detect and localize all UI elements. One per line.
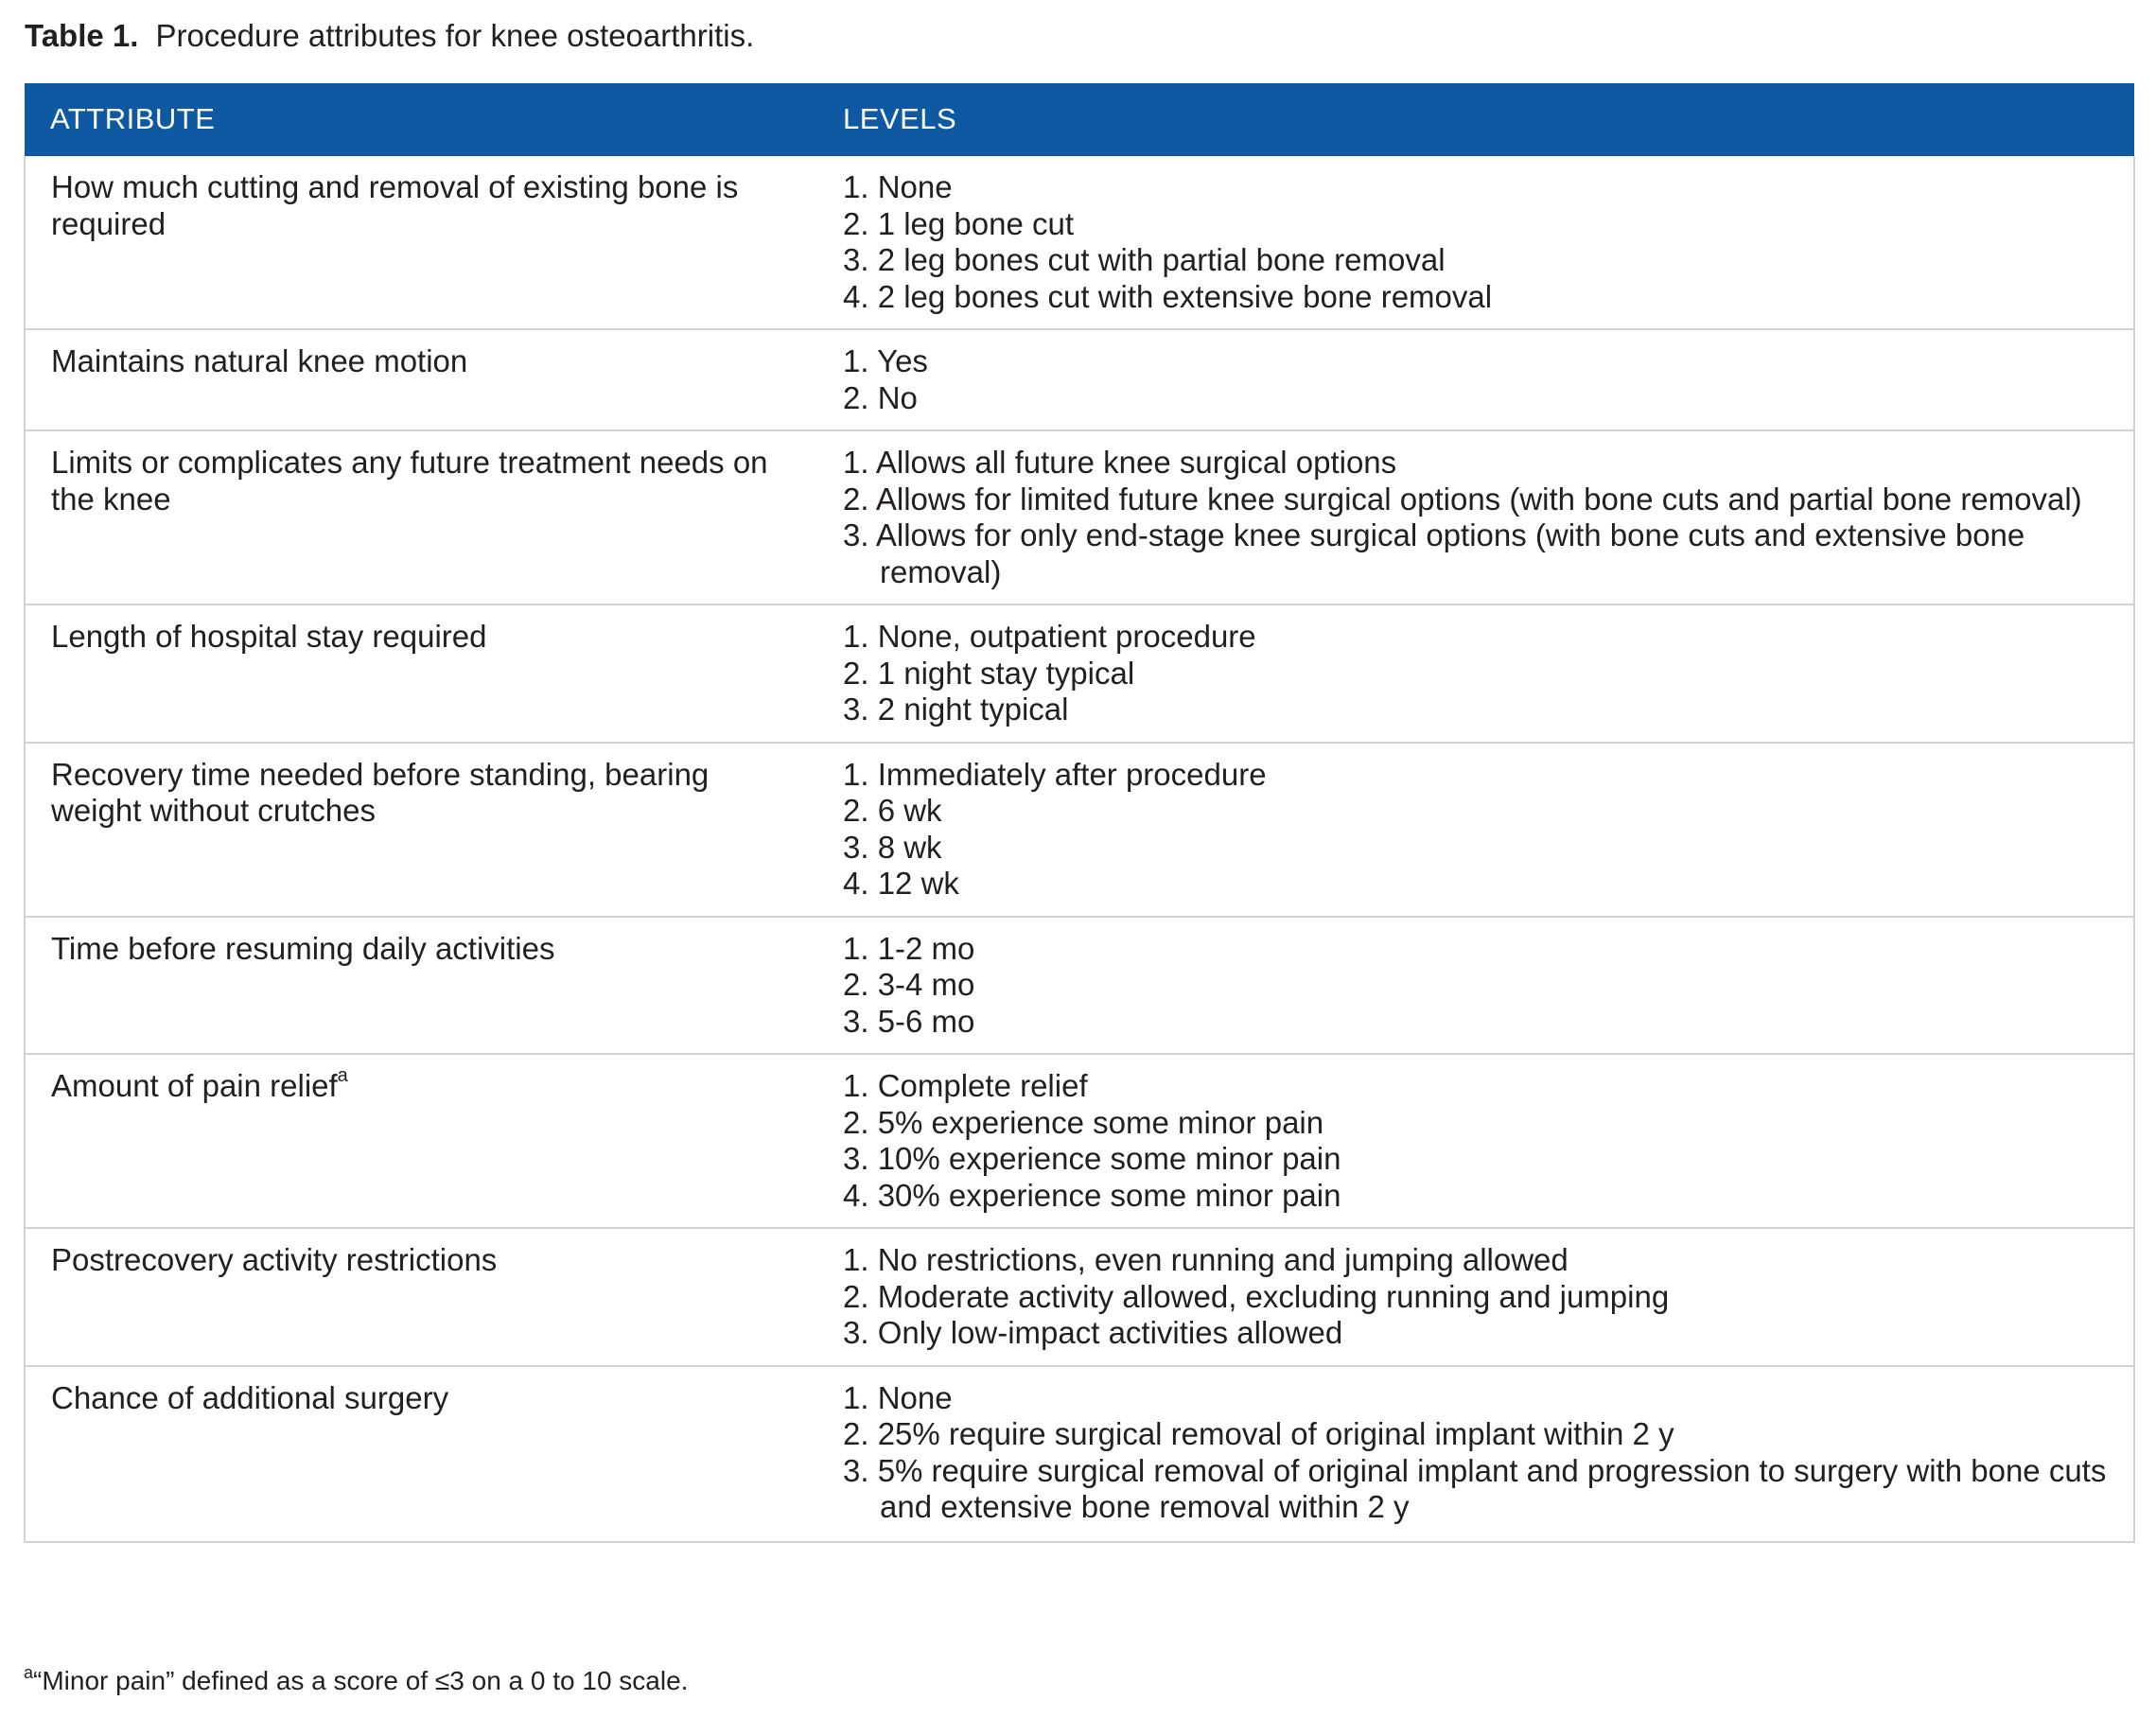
table-row — [25, 156, 2134, 329]
table-caption — [25, 17, 754, 55]
attribute-text: Limits or complicates any future treatment needs on the knee — [51, 445, 768, 517]
levels-list — [843, 445, 2124, 590]
attribute-text: How much cutting and removal of existing bone is required — [51, 169, 739, 241]
table-header-row — [25, 83, 2134, 156]
attribute-text: Recovery time needed before standing, bearing weight without crutches — [51, 756, 710, 828]
level-item: 1. Allows all future knee surgical options — [843, 445, 1397, 480]
levels-cell — [816, 430, 2134, 605]
levels-list — [843, 757, 2124, 903]
attribute-cell — [25, 1366, 816, 1542]
level-item: 4. 30% experience some minor pain — [843, 1177, 1341, 1213]
level-item: 3. Only low-impact activities allowed — [843, 1315, 1343, 1350]
attribute-text: Amount of pain relief — [51, 1068, 338, 1103]
table-row — [25, 430, 2134, 605]
levels-cell — [816, 1366, 2134, 1542]
level-item: 1. Immediately after procedure — [843, 756, 1267, 792]
level-item: 2. Allows for limited future knee surgical options (with bone cuts and partial bone removal) — [843, 481, 2082, 517]
levels-list — [843, 1380, 2124, 1526]
level-item: 2. 3-4 mo — [843, 967, 975, 1002]
level-item: 2. 25% require surgical removal of original implant within 2 y — [843, 1416, 1674, 1451]
levels-cell — [816, 1228, 2134, 1366]
attribute-cell — [25, 743, 816, 917]
header-levels: LEVELS — [816, 83, 2134, 156]
header-attribute: ATTRIBUTE — [25, 83, 816, 156]
level-item: 2. 5% experience some minor pain — [843, 1104, 1324, 1140]
attribute-cell — [25, 156, 816, 329]
attribute-cell — [25, 1054, 816, 1228]
attributes-table-container — [24, 83, 2133, 1543]
level-item: 3. 2 leg bones cut with partial bone removal — [843, 242, 1446, 277]
level-item: 1. None — [843, 1379, 953, 1415]
table-footnote — [24, 1662, 689, 1697]
attribute-text: Length of hospital stay required — [51, 619, 487, 654]
level-item: 1. None — [843, 169, 953, 204]
level-item: 2. Moderate activity allowed, excluding running and jumping — [843, 1278, 1670, 1314]
table-caption-text: Procedure attributes for knee osteoarthritis. — [155, 18, 755, 53]
level-item: 3. 8 wk — [843, 829, 942, 865]
attribute-text: Time before resuming daily activities — [51, 930, 555, 966]
levels-cell — [816, 605, 2134, 743]
table-row — [25, 1228, 2134, 1366]
attribute-cell — [25, 917, 816, 1055]
level-item: 3. 5-6 mo — [843, 1003, 975, 1039]
level-item: 2. No — [843, 379, 918, 415]
level-item: 3. 10% experience some minor pain — [843, 1141, 1341, 1176]
level-item: 3. 2 night typical — [843, 692, 1069, 727]
levels-list — [843, 169, 2124, 315]
level-item: 1. Yes — [843, 343, 928, 378]
attribute-text: Postrecovery activity restrictions — [51, 1242, 498, 1277]
level-item: 3. 5% require surgical removal of original implant and progression to surgery with bone cuts and extensive bone removal within 2 y — [843, 1452, 2107, 1524]
levels-list — [843, 619, 2124, 728]
attribute-cell — [25, 329, 816, 430]
level-item: 4. 2 leg bones cut with extensive bone removal — [843, 278, 1493, 314]
levels-cell — [816, 743, 2134, 917]
table-row — [25, 605, 2134, 743]
level-item: 1. None, outpatient procedure — [843, 619, 1256, 654]
levels-list — [843, 1242, 2124, 1352]
levels-list — [843, 931, 2124, 1041]
levels-list — [843, 1068, 2124, 1214]
footnote-ref: a — [337, 1065, 348, 1086]
table-caption-label: Table 1. — [25, 18, 139, 53]
table-body — [25, 156, 2134, 1542]
attribute-cell — [25, 430, 816, 605]
footnote-marker: a — [24, 1662, 34, 1682]
attribute-cell — [25, 1228, 816, 1366]
level-item: 3. Allows for only end-stage knee surgical options (with bone cuts and extensive bone removal) — [843, 517, 2025, 589]
table-row — [25, 1366, 2134, 1542]
levels-cell — [816, 917, 2134, 1055]
attribute-text: Maintains natural knee motion — [51, 343, 468, 378]
attribute-text: Chance of additional surgery — [51, 1379, 449, 1415]
level-item: 2. 1 leg bone cut — [843, 205, 1075, 241]
attribute-cell — [25, 605, 816, 743]
levels-list — [843, 343, 2124, 416]
level-item: 4. 12 wk — [843, 866, 959, 901]
table-row — [25, 1054, 2134, 1228]
levels-cell — [816, 156, 2134, 329]
levels-cell — [816, 1054, 2134, 1228]
level-item: 2. 1 night stay typical — [843, 655, 1135, 691]
table-row — [25, 743, 2134, 917]
footnote-text: “Minor pain” defined as a score of ≤3 on a 0 to 10 scale. — [33, 1666, 689, 1695]
level-item: 1. No restrictions, even running and jumping allowed — [843, 1242, 1569, 1277]
level-item: 1. 1-2 mo — [843, 930, 975, 966]
level-item: 1. Complete relief — [843, 1068, 1088, 1103]
level-item: 2. 6 wk — [843, 793, 942, 828]
levels-cell — [816, 329, 2134, 430]
attributes-table — [24, 83, 2135, 1543]
table-row — [25, 329, 2134, 430]
table-row — [25, 917, 2134, 1055]
